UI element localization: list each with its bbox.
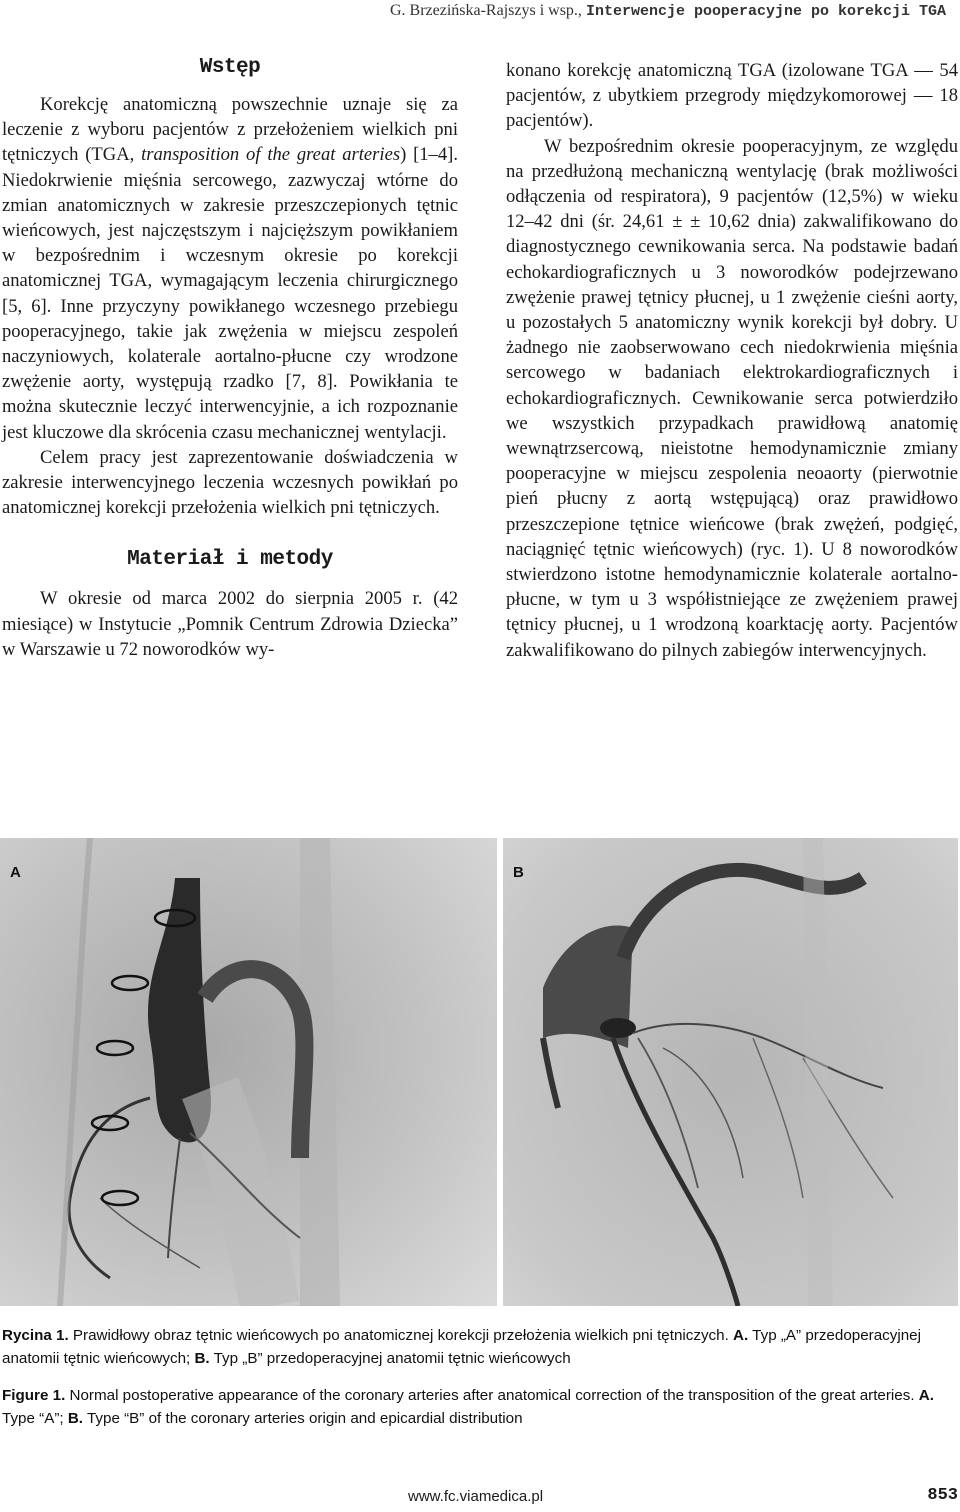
intro-paragraph-1: [2, 92, 458, 445]
heading-methods: Materiał i metody: [127, 548, 333, 572]
caption-en-text-1: Normal postoperative appearance of the coronary arteries after anatomical correction of the transposition of the great arteries.: [65, 1387, 919, 1404]
figure-1: [0, 838, 960, 1310]
journal-url-link[interactable]: www.fc.viamedica.pl: [408, 1488, 544, 1505]
caption-en-label: Figure 1.: [2, 1387, 66, 1404]
header-authors: G. Brzezińska-Rajszys i wsp.,: [389, 2, 582, 19]
right-column: [506, 58, 958, 663]
caption-pl-label: Rycina 1.: [2, 1327, 69, 1344]
intro-paragraph-2: Celem pracy jest zaprezentowanie doświadczenia w zakresie interwencyjnego leczenia wczesnych powikłań po anatomicznej korekcji przełożenia wielkich pni tętniczych.: [2, 446, 458, 519]
intro-text-a: Korekcję anatomiczną powszechnie uznaje się za leczenie z wyboru pacjentów z przełożeniem wielkich pni tętniczych (TGA,: [2, 94, 458, 166]
page-number: 853: [927, 1486, 958, 1505]
methods-paragraph-3: W bezpośrednim okresie pooperacyjnym, ze względu na przedłużoną mechaniczną wentylację (brak możliwości odłączenia od respiratora), 9 pacjentów (12,5%) w wieku 12–42 dni (śr. 24,61 ± ± 10,62 dnia) zakwalifikowano do diagnostycznego cewnikowania serca. Na podstawie badań echokardiograficznych u 3 noworodków podejrzewano zwężenie prawej tętnicy płucnej, u 1 zwężenie cieśni aorty, u pozostałych 5 anatomiczny wynik korekcji był dobry. U żadnego nie zaobserwowano cech niedokrwienia mięśnia sercowego w badaniach elektrokardiograficznych i echokardiograficznych. Cewnikowanie serca potwierdziło we wszystkich przypadkach prawidłową anatomię wewnątrzsercową, nieistotne hemodynamicznie zmiany pooperacyjne w miejscu zespolenia neoaorty (pierwotnie pień płucny z aortą wstępującą) oraz prawidłowo przeszczepione tętnice wieńcowe (brak zwężeń, podgięć, naciągnięć tętnic wieńcowych) (ryc. 1). U 8 noworodków stwierdzono istotne hemodynamicznie kolaterale aortalno-płucne, w tym u 3 współistniejące ze zwężeniem prawej tętnicy płucnej, u 1 wrodzoną koarktację aorty. Pacjentów zakwalifikowano do pilnych zabiegów interwencyjnych.: [506, 135, 958, 661]
panel-b-label: B: [513, 864, 524, 881]
angiogram-panel-a: [0, 838, 497, 1306]
caption-pl-b: B.: [194, 1350, 210, 1367]
angiogram-panel-b: [503, 838, 958, 1306]
methods-paragraph-1: W okresie od marca 2002 do sierpnia 2005 r. (42 miesiące) w Instytucie „Pomnik Centrum Zdrowia Dziecka” w Warszawie u 72 noworodków wy-: [2, 588, 458, 660]
caption-en-text-2: Type “A”;: [2, 1410, 68, 1427]
angiogram-b-image: [503, 838, 958, 1306]
angiogram-a-image: [0, 838, 497, 1306]
intro-text-italic: transposition of the great arteries: [141, 144, 401, 166]
header-title: Interwencje pooperacyjne po korekcji TGA: [585, 3, 946, 20]
running-header: [390, 0, 946, 26]
left-column: [2, 54, 458, 662]
heading-introduction: Wstęp: [199, 56, 261, 79]
caption-polish: [2, 1324, 958, 1370]
intro-text-b: ) [1–4]. Niedokrwienie mięśnia sercowego, zazwyczaj wtórne do zmian anatomicznych w zakresie przeszczepionych tętnic wieńcowych, jest najczęstszym i najcięższym powikłaniem w bezpośrednim i wczesnym okresie po korekcji anatomicznej TGA, wymagającym leczenia chirurgicznego [5, 6]. Inne przyczyny powikłanego wczesnego przebiegu pooperacyjnego, takie jak zwężenia w miejscu zespoleń naczyniowych, kolaterale aortalno-płucne czy wrodzone zwężenie aorty, występują rzadko [7, 8]. Powikłania te można skutecznie leczyć interwencyjnie, a ich rozpoznanie jest kluczowe dla skrócenia czasu mechanicznej wentylacji.: [2, 144, 458, 443]
panel-a-label: A: [10, 864, 21, 881]
caption-pl-a: A.: [733, 1327, 749, 1344]
caption-en-b: B.: [67, 1410, 84, 1427]
caption-pl-text-2: Typ „A” przedoperacyjnej anatomii tętnic wieńcowych;: [2, 1327, 921, 1367]
caption-en-a: A.: [918, 1387, 934, 1404]
methods-paragraph-2: konano korekcję anatomiczną TGA (izolowane TGA — 54 pacjentów, z ubytkiem przegrody międzykomorowej — 18 pacjentów).: [506, 60, 958, 132]
caption-pl-text-1: Prawidłowy obraz tętnic wieńcowych po anatomicznej korekcji przełożenia wielkich pni tętniczych.: [68, 1327, 734, 1344]
caption-en-text-3: Type “B” of the coronary arteries origin and epicardial distribution: [83, 1410, 523, 1427]
caption-pl-text-3: Typ „B” przedoperacyjnej anatomii tętnic wieńcowych: [209, 1350, 571, 1367]
caption-english: [2, 1384, 958, 1430]
